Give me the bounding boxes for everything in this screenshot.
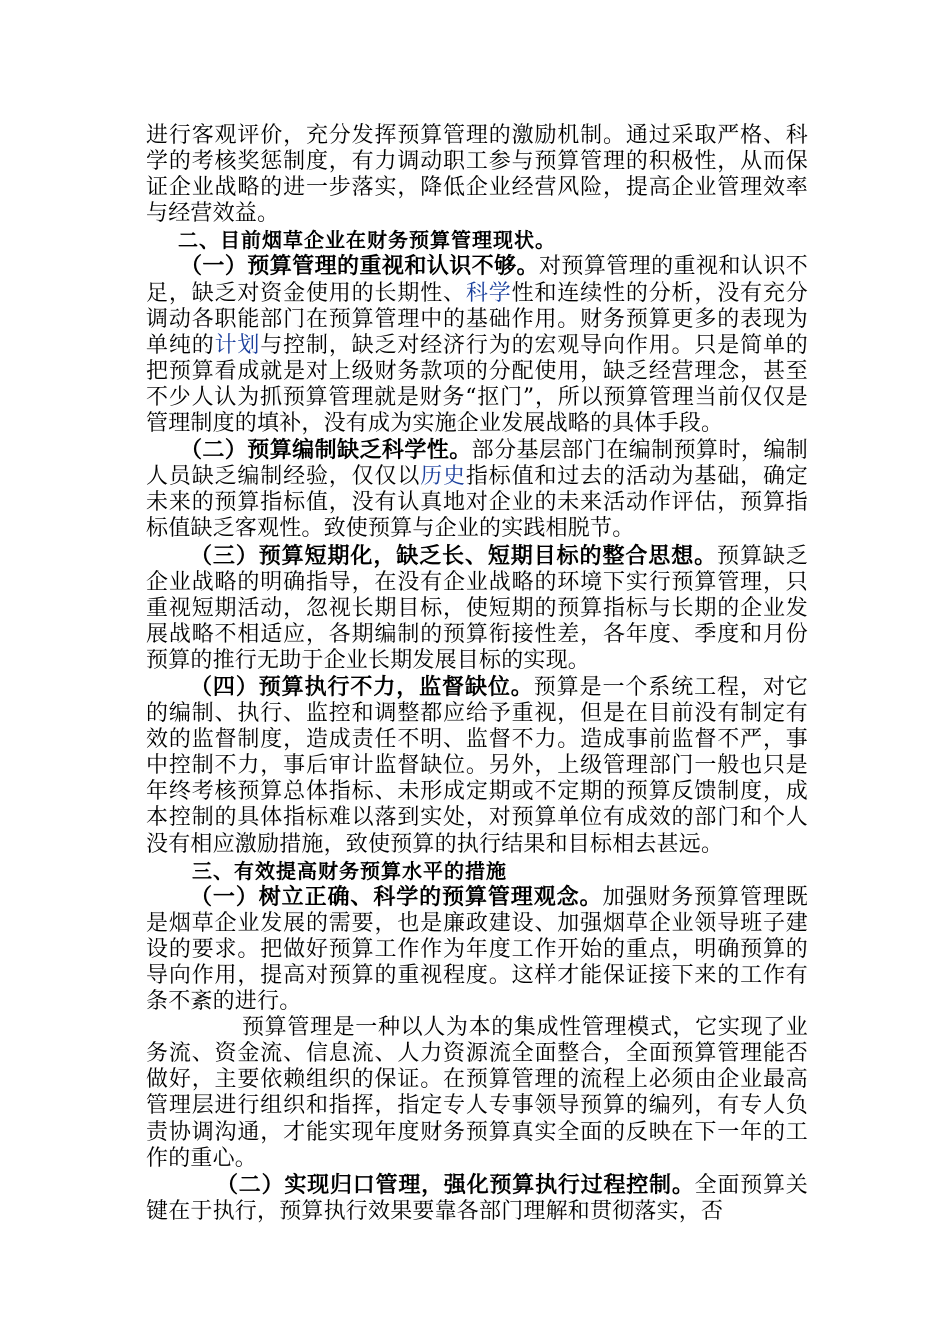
paragraph-measure-2 (146, 1172, 808, 1225)
text-span: 部分基层部门在编制预算时，编制人员缺乏编制经验，仅仅以 (146, 438, 808, 490)
section-heading-3: 三、有效提高财务预算水平的措施 (192, 858, 507, 883)
paragraph-section-2 (146, 437, 808, 542)
link-plan[interactable]: 计划 (214, 332, 261, 358)
paragraph-section-3 (146, 543, 808, 674)
paragraph-section-4 (146, 674, 808, 858)
text-span: 与控制，缺乏对经济行为的宏观导向作用。只是简单的把预算看成就是对上级财务款项的分配使用，缺乏经营理念，甚至不少人认为抓预算管理就是财务“抠门”，所以预算管理当前仅仅是管理制度的填补，没有成为实施企业发展战略的具体手段。 (146, 332, 808, 437)
text-span: 加强财务预算管理既是烟草企业发展的需要，也是廉政建设、加强烟草企业领导班子建设的要求。把做好预算工作作为年度工作开始的重点，明确预算的导向作用，提高对预算的重视程度。这样才能保证接下来的工作有条不紊的进行。 (146, 884, 808, 1015)
subheading-3: （三）预算短期化，缺乏长、短期目标的整合思想。 (190, 542, 718, 569)
subheading-2: （二）预算编制缺乏科学性。 (180, 437, 472, 464)
subheading-4: （四）预算执行不力，监督缺位。 (190, 673, 534, 700)
document-body (146, 123, 808, 1225)
text-span: 全面预算关键在于执行，预算执行效果要靠各部门理解和贯彻落实，否 (146, 1172, 808, 1224)
paragraph-section-1 (146, 253, 808, 437)
paragraph-management: 预算管理是一种以人为本的集成性管理模式，它实现了业务流、资金流、信息流、人力资源流全面整合，全面预算管理能否做好，主要依赖组织的保证。在预算管理的流程上必须由企业最高管理层进行组织和指挥，指定专人专事领导预算的编列，有专人负责协调沟通，才能实现年度财务预算真实全面的反映在下一年的工作的重心。 (146, 1015, 808, 1171)
paragraph-intro: 进行客观评价，充分发挥预算管理的激励机制。通过采取严格、科学的考核奖惩制度，有力调动职工参与预算管理的积极性，从而保证企业战略的进一步落实，降低企业经营风险，提高企业管理效率与经营效益。 (146, 123, 808, 227)
link-history[interactable]: 历史 (420, 464, 466, 490)
subheading-measure-1: （一）树立正确、科学的预算管理观念。 (190, 883, 603, 910)
paragraph-measure-1 (146, 884, 808, 1015)
text-span: 预算是一个系统工程，对它的编制、执行、监控和调整都应给予重视，但是在目前没有制定有效的监督制度，造成责任不明、监督不力。造成事前监督不严，事中控制不力，事后审计监督缺位。另外，上级管理部门一般也只是年终考核预算总体指标、未形成定期或不定期的预算反馈制度，成本控制的具体指标难以落到实处，对预算单位有成效的部门和个人没有相应激励措施，致使预算的执行结果和目标相去甚远。 (146, 674, 808, 857)
text-span: 性和连续性的分析，没有充分调动各职能部门在预算管理中的基础作用。财务预算更多的表现为单纯的 (146, 280, 808, 358)
subheading-1: （一）预算管理的重视和认识不够。 (180, 253, 539, 280)
section-heading-2: 二、目前烟草企业在财务预算管理现状。 (178, 228, 556, 253)
subheading-measure-2: （二）实现归口管理，强化预算执行过程控制。 (216, 1171, 695, 1198)
link-science[interactable]: 科学 (465, 280, 512, 306)
text-span: 对预算管理的重视和认识不足，缺乏对资金使用的长期性、 (146, 254, 809, 306)
text-span: 指标值和过去的活动为基础，确定未来的预算指标值，没有认真地对企业的未来活动作评估，预算指标值缺乏客观性。致使预算与企业的实践相脱节。 (146, 464, 808, 542)
text-span: 预算缺乏企业战略的明确指导，在没有企业战略的环境下实行预算管理，只重视短期活动，忽视长期目标，使短期的预算指标与长期的企业发展战略不相适应，各期编制的预算衔接性差，各年度、季度和月份预算的推行无助于企业长期发展目标的实现。 (146, 543, 808, 673)
